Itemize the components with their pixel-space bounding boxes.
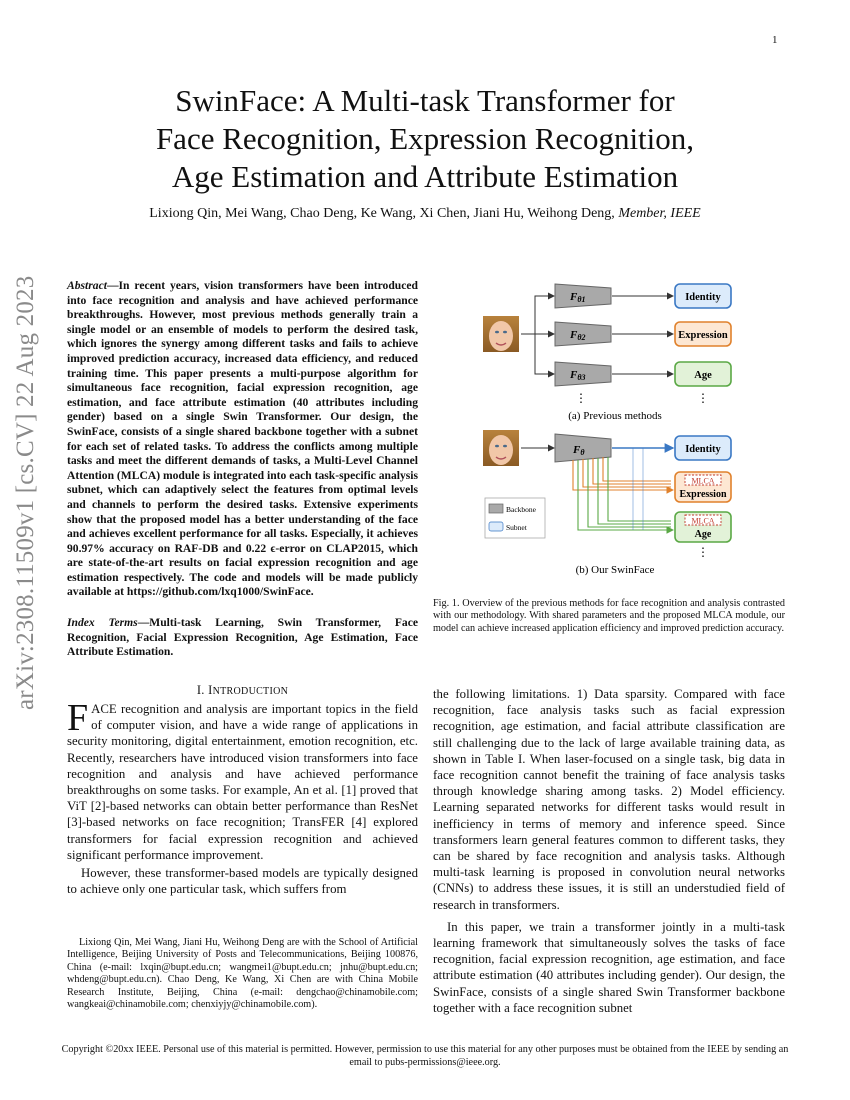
output-age-a (675, 362, 731, 386)
output-expression-b-label: Expression (679, 489, 727, 500)
output-identity-a-label: Identity (685, 292, 721, 303)
output-identity-b (675, 436, 731, 460)
index-terms (67, 616, 418, 660)
author-list (60, 206, 790, 222)
output-expression-a-label: Expression (678, 330, 728, 341)
backbone-label-2: F (570, 329, 578, 341)
page-number: 1 (772, 34, 778, 46)
backbone-label-shared: F (573, 444, 581, 456)
ellipsis-b-output: ⋮ (697, 545, 709, 559)
abstract-label: Abstract (67, 279, 107, 292)
mlca-label-age: MLCA (691, 516, 715, 526)
backbone-f-theta1 (555, 284, 611, 308)
authors-names: Lixiong Qin, Mei Wang, Chao Deng, Ke Wang, Xi Chen, Jiani Hu, Weihong Deng, (149, 206, 615, 221)
output-identity-b-label: Identity (685, 444, 721, 455)
caption-b: (b) Our SwinFace (575, 564, 655, 576)
author-role: Member, IEEE (618, 206, 701, 221)
section-numeral: I. (196, 683, 205, 697)
output-age-b-label: Age (694, 529, 712, 540)
output-age-a-label: Age (694, 370, 712, 381)
right-paragraph-2: In this paper, we train a transformer jointly in a multi-task learning framework that simultaneously solves the tasks of face recognition, facial expression recognition, age estimation, and face attribute estimation (40 attributes including gender). Our design, the SwinFace, consists of a single shared Swin Transformer backbone together with a face recognition subnet (433, 919, 785, 1015)
face-image-a (483, 316, 519, 352)
output-identity-a (675, 284, 731, 308)
arxiv-stamp: arXiv:2308.11509v1 [cs.CV] 22 Aug 2023 (12, 275, 39, 710)
index-terms-text: —Multi-task Learning, Swin Transformer, Face Recognition, Facial Expression Recognition, Age Estimation, Face Attribute Estimation. (67, 616, 418, 659)
intro-p1-text: ACE recognition and analysis are important topics in the field of computer vision, and have a wide range of applications in security monitoring, digital entertainment, emotion recognition, etc. Recently, researchers have introduced vision transformers into face recognition and analysis and have achieved performance breakthroughs on some tasks. For example, An et al. [1] proved that ViT [2]-based networks can obtain better performance than ResNet [3]-based networks on face recognition; TransFER [4] explored transformers for facial expression recognition and achieved significant performance improvement. (67, 702, 418, 862)
legend-backbone-label: Backbone (506, 505, 536, 514)
ellipsis-a-backbone: ⋮ (575, 391, 587, 405)
intro-paragraph-2: However, these transformer-based models are typically designed to achieve only one particular task, which suffers from (67, 866, 418, 897)
title-line-3: Age Estimation and Attribute Estimation (171, 159, 679, 194)
paper-title (60, 82, 790, 196)
title-line-2: Face Recognition, Expression Recognition, (155, 121, 695, 156)
section-first-letter: I (208, 683, 213, 697)
right-column-text (433, 686, 785, 1016)
author-footnote: Lixiong Qin, Mei Wang, Jiani Hu, Weihong Deng are with the School of Artificial Intelligence, Beijing University of Posts and Telecommunications, Beijing 100876, China (e-mail: lxqin@bupt.edu.cn; wangmei1@bupt.edu.cn; jnhu@bupt.edu.cn; whdeng@bupt.edu.cn). Chao Deng, Ke Wang, Xi Chen are with China Mobile Research Institute, Beijing, China (e-mail: dengchao@chinamobile.com; wangkeai@chinamobile.com; chenxiyjy@chinamobile.com). (67, 937, 418, 1011)
backbone-sub-1: θ1 (577, 295, 586, 304)
backbone-label-3: F (570, 369, 578, 381)
index-terms-label: Index Terms (67, 616, 138, 629)
backbone-f-theta3 (555, 362, 611, 386)
face-image-b (483, 430, 519, 466)
section-rest: NTRODUCTION (212, 686, 289, 697)
title-line-1: SwinFace: A Multi-task Transformer for (175, 83, 675, 118)
drop-cap: F (67, 697, 89, 739)
backbone-sub-3: θ3 (577, 373, 586, 382)
intro-text (67, 697, 418, 897)
caption-a: (a) Previous methods (568, 410, 662, 422)
backbone-label-1: F (570, 291, 578, 303)
abstract-text: —In recent years, vision transformers have been introduced into face recognition and analysis and have achieved performance breakthroughs. However, most previous methods generally train a single model or an ensemble of models to perform the desired task, which ignores the synergy among different tasks and fails to achieve improved prediction accuracy, increased data efficiency, and reduced training time. This paper presents a multi-purpose algorithm for simultaneous face recognition, facial expression recognition, age estimation, and face attribute estimation (40 attributes including gender) based on a single Swin Transformer. Our design, the SwinFace, consists of a single shared backbone together with a subnet for each set of related tasks. To address the conflicts among multiple tasks and meet the different demands of tasks, a Multi-Level Channel Attention (MLCA) module is integrated into each task-specific analysis subnet, which can adaptively select the features from optimal levels and channels to perform the desired tasks. Extensive experiments show that the proposed model has a better understanding of the face and achieves excellent performance for all tasks. Especially, it achieves 90.97% accuracy on RAF-DB and 0.22 ϵ-error on CLAP2015, which are state-of-the-art results on facial expression recognition and age estimation respectively. The code and models will be made publicly available at https://github.com/lxq1000/SwinFace. (67, 279, 419, 599)
right-paragraph-1: the following limitations. 1) Data sparsity. Compared with face recognition, face analysis tasks such as facial expression recognition, age estimation, and facial attribute classification are still challenging due to the lack of large available training data, as shown in Table I. When laser-focused on a single task, big data in face recognition cannot benefit the training of face analysis tasks through knowledge sharing among tasks. 2) Model efficiency. Learning separated networks for different tasks would result in inefficiency in terms of memory and inference speed. Since transformers learn general features common to different tasks, they can be shared by face recognition and analysis tasks. Although multi-task learning is proposed in convolution neural networks (CNNs) to address these issues, it is still an understudied field of research in transformers. (433, 687, 785, 912)
ellipsis-a-output: ⋮ (697, 391, 709, 405)
copyright-notice: Copyright ©20xx IEEE. Personal use of this material is permitted. However, permission to use this material for any other purposes must be obtained from the IEEE by sending an email to pubs-permissions@ieee.org. (61, 1044, 789, 1068)
mlca-label-expression: MLCA (691, 476, 715, 486)
output-expression-b (675, 472, 731, 502)
output-age-b (675, 512, 731, 542)
backbone-f-theta2 (555, 322, 611, 346)
backbone-sub-shared: θ (580, 448, 585, 457)
intro-paragraph-1 (67, 697, 418, 863)
figure-legend (485, 498, 545, 538)
section-heading (67, 683, 418, 698)
legend-subnet-label: Subnet (506, 523, 527, 532)
backbone-sub-2: θ2 (577, 333, 586, 342)
figure-caption: Fig. 1. Overview of the previous methods for face recognition and analysis contrasted with our methodology. With shared parameters and the proposed MLCA module, our model can achieve increased application efficiency and improved prediction accuracy. (433, 598, 785, 634)
output-expression-a (675, 322, 731, 346)
figure-1 (433, 276, 785, 598)
abstract (67, 279, 418, 600)
